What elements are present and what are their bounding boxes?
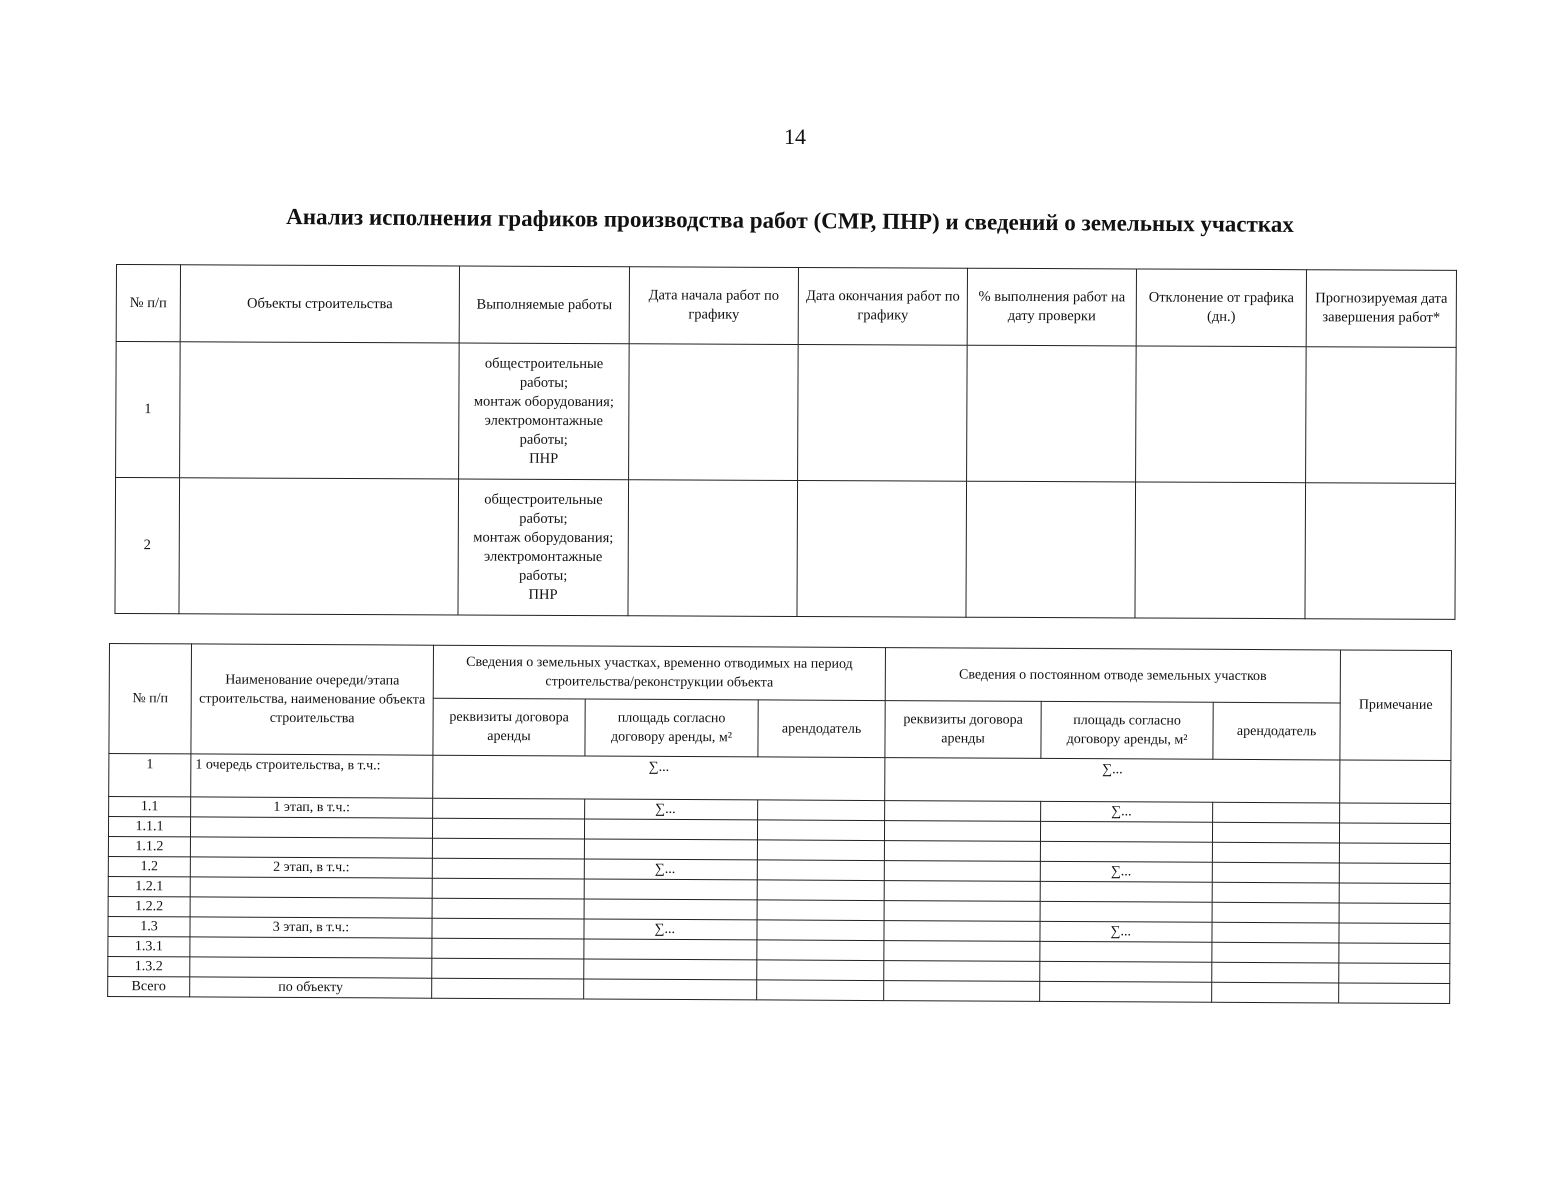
object-cell — [180, 342, 460, 479]
row-number: 1.3.1 — [108, 936, 190, 956]
temp-sum-cell: ∑... — [433, 755, 885, 800]
temp-area-sum: ∑... — [585, 799, 758, 820]
temp-lessor-header: арендодатель — [758, 700, 885, 758]
row-number: 1.1.2 — [108, 836, 190, 856]
row-number: 1.1 — [109, 797, 191, 817]
works-cell — [458, 479, 629, 616]
percent-cell — [966, 481, 1136, 618]
table1-header-deviation: Отклонение от графика (дн.) — [1136, 269, 1306, 347]
perm-area-sum: ∑... — [1041, 801, 1213, 822]
row-number: 1.2.2 — [108, 896, 190, 916]
row-number: 1.2.1 — [108, 876, 190, 896]
row-number: 1 — [109, 754, 191, 797]
deviation-cell — [1136, 346, 1307, 483]
row-name — [190, 957, 432, 978]
land-plots-table — [107, 643, 1452, 1004]
table2-header-row-1 — [109, 644, 1451, 704]
works-item: электромонтажные работы; — [484, 412, 604, 448]
perm-area-sum: ∑... — [1040, 861, 1212, 882]
document-title: Анализ исполнения графиков производства работ (СМР, ПНР) и сведений о земельных участках — [286, 204, 1294, 237]
table2-header-name: Наименование очереди/этапа строительства, наименование объекта строительства — [191, 644, 434, 755]
row-name — [190, 937, 432, 958]
temp-area-sum: ∑... — [584, 859, 757, 880]
object-cell — [179, 478, 459, 615]
table2-header-num: № п/п — [109, 644, 192, 754]
table1-header-objects: Объекты строительства — [180, 265, 459, 343]
table2-header-perm-group: Сведения о постоянном отводе земельных участков — [885, 648, 1340, 703]
row-name — [190, 837, 432, 858]
table2-header-note: Примечание — [1340, 650, 1452, 761]
table1-header-works: Выполняемые работы — [459, 266, 629, 344]
perm-lease-details-header: реквизиты договора аренды — [885, 701, 1041, 759]
perm-lessor-header: арендодатель — [1213, 702, 1340, 760]
row-number: 1.1.1 — [108, 817, 190, 837]
perm-area-header: площадь согласно договору аренды, м² — [1041, 701, 1213, 759]
table1-header-num: № п/п — [116, 265, 180, 342]
row-number: Всего — [108, 976, 190, 996]
table-row — [115, 478, 1456, 620]
perm-sum-cell: ∑... — [885, 758, 1340, 803]
note-cell — [1340, 760, 1451, 804]
deviation-cell — [1135, 482, 1306, 619]
row-number: 1 — [116, 342, 181, 478]
perm-area-sum: ∑... — [1040, 921, 1212, 942]
table1-header-end-date: Дата окончания работ по графику — [798, 267, 967, 345]
row-name: по объекту — [190, 977, 432, 998]
works-item: ПНР — [528, 586, 558, 603]
forecast-cell — [1306, 347, 1457, 484]
table1-header-forecast-date: Прогнозируемая дата завершения работ* — [1306, 270, 1456, 348]
row-name — [190, 817, 432, 838]
start-date-cell — [628, 480, 798, 617]
row-name: 1 очередь строительства, в т.ч.: — [191, 754, 433, 798]
row-number: 1.3.2 — [108, 956, 190, 976]
works-item: монтаж оборудования; — [473, 393, 614, 410]
end-date-cell — [798, 344, 968, 481]
works-item: ПНР — [529, 450, 559, 467]
temp-lease-details-header: реквизиты договора аренды — [433, 698, 585, 756]
row-name: 2 этап, в т.ч.: — [190, 857, 432, 878]
works-item: общестроительные работы; — [484, 491, 603, 527]
row-name — [190, 897, 432, 918]
row-number: 1.3 — [108, 916, 190, 936]
table1-header-row — [116, 265, 1456, 348]
page-number: 14 — [784, 124, 806, 149]
row-name: 1 этап, в т.ч.: — [191, 797, 433, 818]
percent-cell — [967, 345, 1137, 482]
start-date-cell — [629, 344, 799, 481]
works-cell — [459, 343, 630, 480]
table2-header-temp-group: Сведения о земельных участках, временно отводимых на период строительства/реконструкции объекта — [433, 645, 885, 700]
table-row — [109, 754, 1451, 804]
row-number: 1.2 — [108, 856, 190, 876]
forecast-cell — [1305, 483, 1456, 620]
row-name — [190, 877, 432, 898]
temp-area-sum: ∑... — [584, 919, 757, 940]
works-item: монтаж оборудования; — [473, 529, 614, 546]
works-item: общестроительные работы; — [484, 355, 604, 391]
end-date-cell — [797, 480, 967, 617]
works-item: электромонтажные работы; — [484, 548, 603, 584]
work-schedule-table — [114, 264, 1457, 620]
temp-area-header: площадь согласно договору аренды, м² — [585, 699, 758, 757]
table1-header-start-date: Дата начала работ по графику — [629, 267, 798, 345]
row-number: 2 — [115, 478, 180, 614]
table1-header-percent: % выполнения работ на дату проверки — [967, 268, 1136, 346]
row-name: 3 этап, в т.ч.: — [190, 917, 432, 938]
table-row — [116, 342, 1457, 484]
